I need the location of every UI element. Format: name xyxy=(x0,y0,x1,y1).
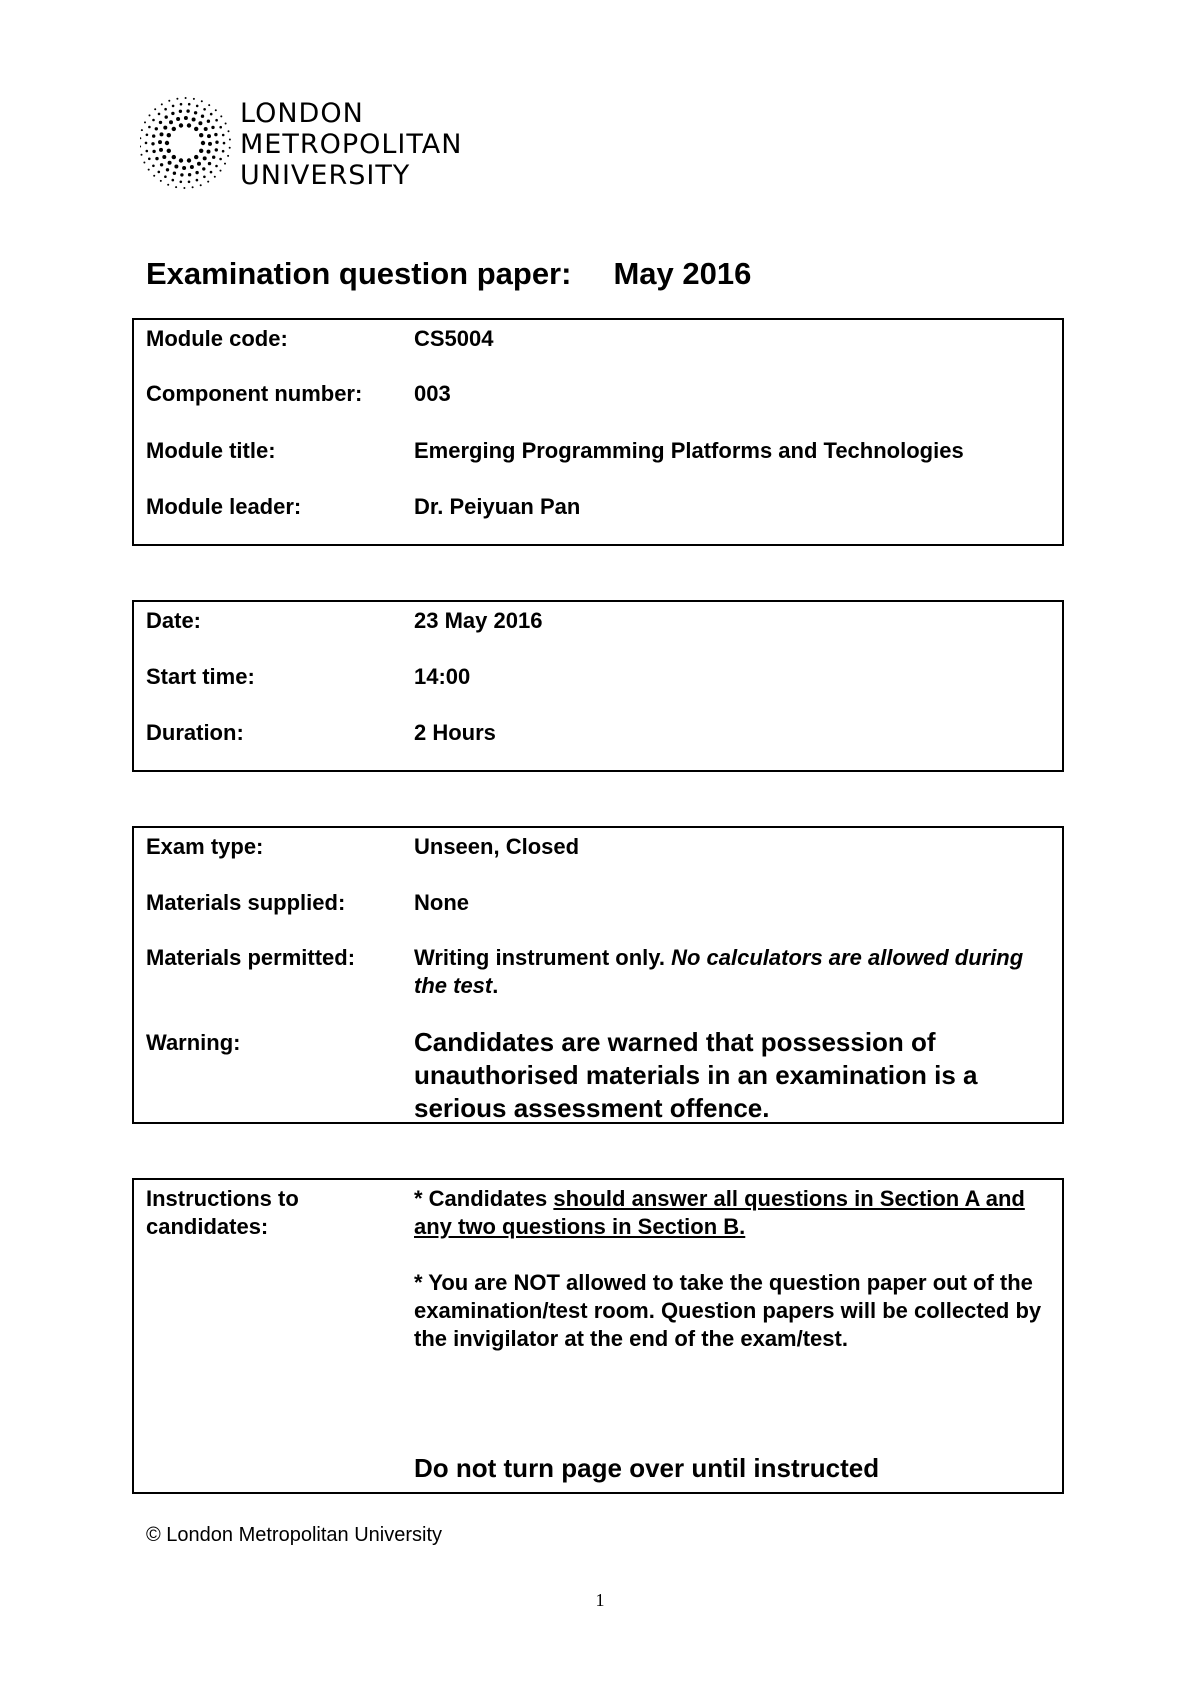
instructions-line-1-underlined: should answer all questions in Section A and any two questions in Section B. xyxy=(414,1186,1025,1239)
page-number: 1 xyxy=(595,1590,605,1610)
materials-permitted-value xyxy=(414,944,1052,1000)
exam-conditions-box xyxy=(132,826,1064,1124)
permitted-plain-text: Writing instrument only. xyxy=(414,945,665,970)
module-code-label: Module code: xyxy=(146,326,288,351)
duration-value: 2 Hours xyxy=(414,720,496,745)
module-code-value: CS5004 xyxy=(414,326,494,351)
instructions-line-1-prefix: * Candidates xyxy=(414,1186,554,1211)
university-name-line-2: METROPOLITAN xyxy=(240,129,463,160)
module-info-box xyxy=(132,318,1064,546)
university-name-line-1: LONDON xyxy=(240,98,364,129)
page-title-text: Examination question paper: xyxy=(146,256,572,291)
university-name xyxy=(240,98,462,191)
module-title-label: Module title: xyxy=(146,438,276,463)
permitted-italic-text: No calculators are allowed during the test xyxy=(414,945,1024,998)
instructions-label: Instructions to candidates: xyxy=(146,1186,299,1239)
instructions-box xyxy=(132,1178,1064,1494)
instructions-line-1 xyxy=(414,1185,1052,1241)
module-title-value: Emerging Programming Platforms and Technologies xyxy=(414,438,964,463)
component-number-label: Component number: xyxy=(146,381,363,406)
do-not-turn-notice: Do not turn page over until instructed xyxy=(414,1453,880,1483)
page-title-date: May 2016 xyxy=(613,256,752,291)
page-title xyxy=(146,256,751,292)
university-name-line-3: UNIVERSITY xyxy=(240,160,411,191)
start-time-label: Start time: xyxy=(146,664,255,689)
date-value: 23 May 2016 xyxy=(414,608,543,633)
module-leader-value: Dr. Peiyuan Pan xyxy=(414,494,581,519)
logo-dot-ring-icon xyxy=(140,95,236,195)
exam-type-value: Unseen, Closed xyxy=(414,834,580,859)
university-logo xyxy=(140,95,500,195)
materials-supplied-value: None xyxy=(414,890,469,915)
start-time-value: 14:00 xyxy=(414,664,471,689)
instructions-line-2: * You are NOT allowed to take the question paper out of the examination/test room. Question papers will be collected by the invigilator at the end of the exam/test. xyxy=(414,1270,1042,1351)
copyright-notice: © London Metropolitan University xyxy=(146,1524,442,1546)
materials-supplied-label: Materials supplied: xyxy=(146,890,346,915)
exam-type-label: Exam type: xyxy=(146,834,264,859)
date-label: Date: xyxy=(146,608,202,633)
duration-label: Duration: xyxy=(146,720,244,745)
materials-permitted-label: Materials permitted: xyxy=(146,945,356,970)
permitted-end-text: . xyxy=(492,973,499,998)
schedule-box xyxy=(132,600,1064,772)
component-number-value: 003 xyxy=(414,381,451,406)
module-leader-label: Module leader: xyxy=(146,494,302,519)
warning-label: Warning: xyxy=(146,1030,241,1055)
warning-value: Candidates are warned that possession of unauthorised materials in an examination is a serious assessment offence. xyxy=(414,1027,978,1123)
